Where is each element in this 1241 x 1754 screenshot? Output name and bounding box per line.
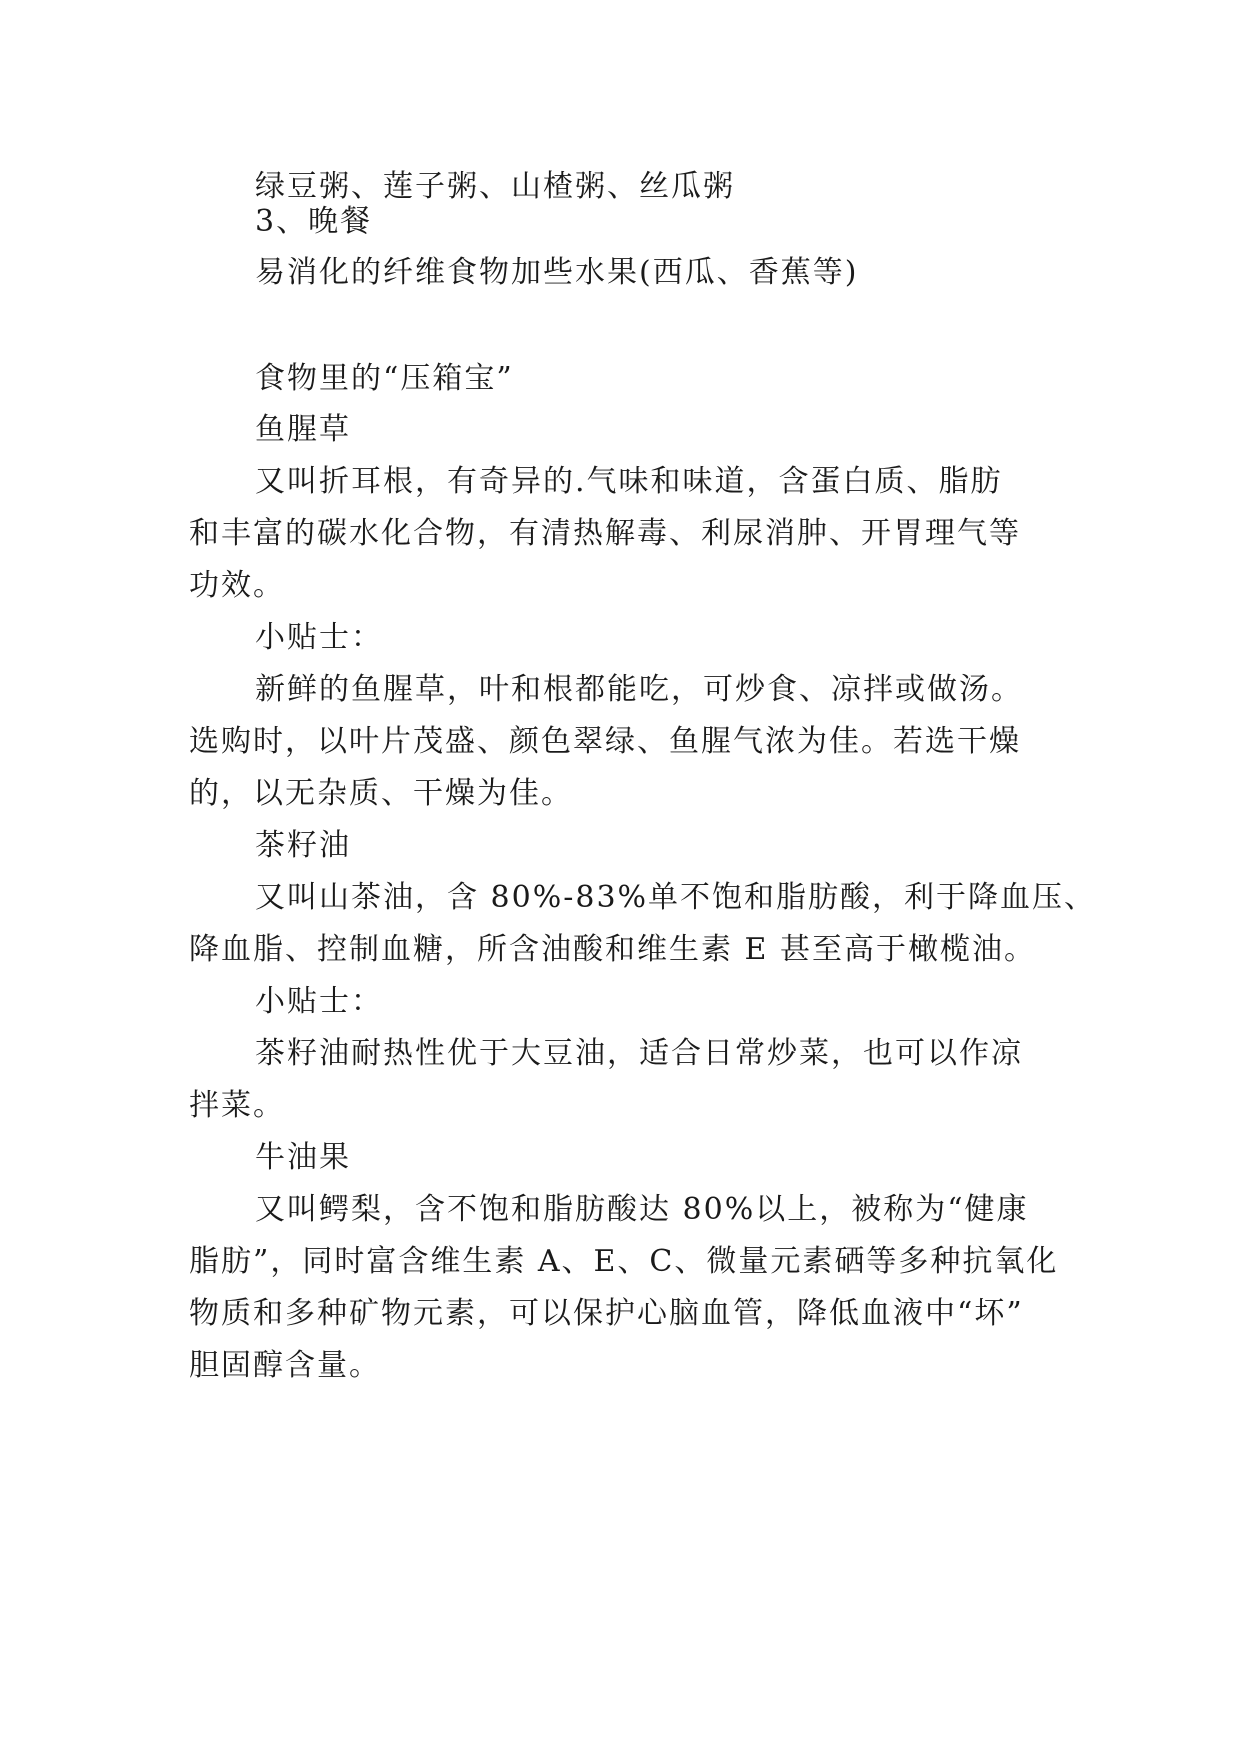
- paragraph-line: 又叫山茶油，含 80%-83%单不饱和脂肪酸，利于降血压、: [255, 880, 1097, 915]
- text-line-dinner-content: 易消化的纤维食物加些水果(西瓜、香蕉等): [255, 255, 859, 290]
- item-heading-chaziyou: 茶籽油: [255, 828, 351, 863]
- paragraph-line: 选购时，以叶片茂盛、颜色翠绿、鱼腥气浓为佳。若选干燥: [189, 724, 1021, 759]
- paragraph-line: 新鲜的鱼腥草，叶和根都能吃，可炒食、凉拌或做汤。: [255, 672, 1023, 707]
- tip-heading: 小贴士：: [255, 984, 383, 1019]
- paragraph-line: 拌菜。: [189, 1088, 285, 1123]
- paragraph-line: 胆固醇含量。: [189, 1348, 381, 1383]
- paragraph-line: 脂肪”，同时富含维生素 A、E、C、微量元素硒等多种抗氧化: [189, 1244, 1059, 1279]
- paragraph-line: 功效。: [189, 568, 285, 603]
- paragraph-line: 又叫鳄梨，含不饱和脂肪酸达 80%以上，被称为“健康: [255, 1192, 1029, 1227]
- section-title: 食物里的“压箱宝”: [255, 361, 514, 396]
- paragraph-line: 物质和多种矿物元素，可以保护心脑血管，降低血液中“坏”: [189, 1296, 1024, 1331]
- text-line-dinner-heading: 3、晚餐: [255, 204, 373, 239]
- text-line-porridge-list: 绿豆粥、莲子粥、山楂粥、丝瓜粥: [255, 169, 735, 204]
- tip-heading: 小贴士：: [255, 620, 383, 655]
- item-heading-yuxingcao: 鱼腥草: [255, 412, 351, 447]
- paragraph-line: 降血脂、控制血糖，所含油酸和维生素 E 甚至高于橄榄油。: [189, 932, 1036, 967]
- item-heading-niuyouguo: 牛油果: [255, 1140, 351, 1175]
- paragraph-line: 的，以无杂质、干燥为佳。: [189, 776, 573, 811]
- paragraph-line: 又叫折耳根，有奇异的.气味和味道，含蛋白质、脂肪: [255, 464, 1003, 499]
- paragraph-line: 和丰富的碳水化合物，有清热解毒、利尿消肿、开胃理气等: [189, 516, 1021, 551]
- paragraph-line: 茶籽油耐热性优于大豆油，适合日常炒菜，也可以作凉: [255, 1036, 1023, 1071]
